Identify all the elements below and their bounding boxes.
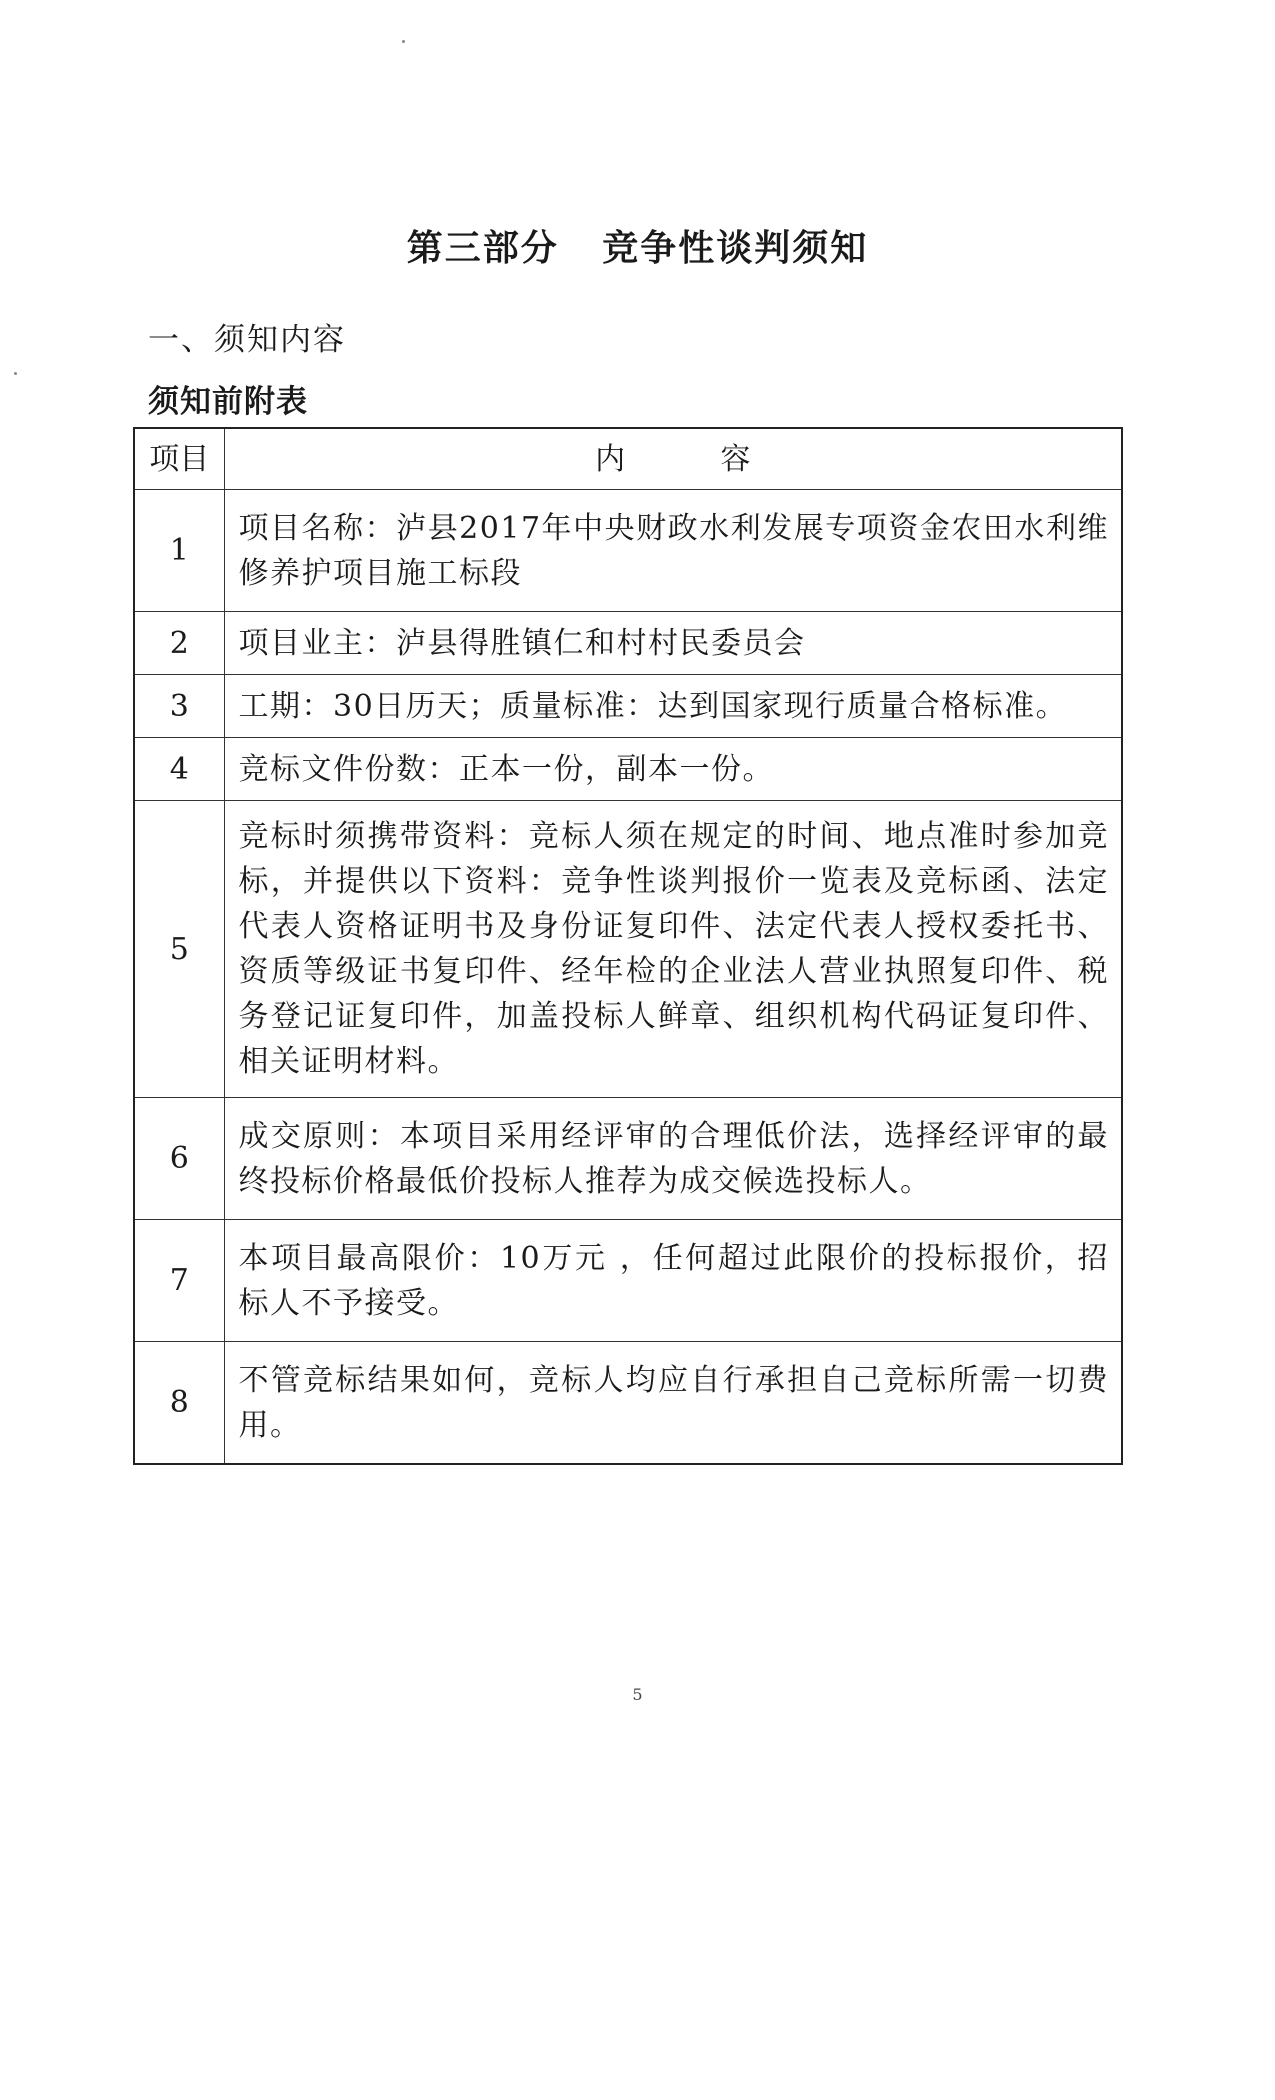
row-number: 5 (134, 801, 224, 1098)
header-item-number: 项目 (134, 428, 224, 490)
table-row (134, 1220, 1122, 1342)
table-row (134, 738, 1122, 801)
scan-speck (402, 40, 405, 43)
row-number: 2 (134, 612, 224, 675)
table-row (134, 1098, 1122, 1220)
table-row (134, 801, 1122, 1098)
table-row (134, 1342, 1122, 1465)
table-row (134, 612, 1122, 675)
row-number: 7 (134, 1220, 224, 1342)
row-content: 竞标时须携带资料：竞标人须在规定的时间、地点准时参加竞标，并提供以下资料：竞争性谈判报价一览表及竞标函、法定代表人资格证明书及身份证复印件、法定代表人授权委托书、资质等级证书复印件、经年检的企业法人营业执照复印件、税务登记证复印件，加盖投标人鲜章、组织机构代码证复印件、相关证明材料。 (224, 801, 1122, 1098)
row-content: 项目业主：泸县得胜镇仁和村村民委员会 (224, 612, 1122, 675)
table-caption: 须知前附表 (148, 384, 308, 420)
scan-speck (14, 372, 17, 375)
row-content: 工期：30日历天；质量标准：达到国家现行质量合格标准。 (224, 675, 1122, 738)
row-content: 竞标文件份数：正本一份，副本一份。 (224, 738, 1122, 801)
row-content: 成交原则：本项目采用经评审的合理低价法，选择经评审的最终投标价格最低价投标人推荐为成交候选投标人。 (224, 1098, 1122, 1220)
notice-table (133, 427, 1123, 1465)
row-content: 本项目最高限价：10万元 ，任何超过此限价的投标报价，招标人不予接受。 (224, 1220, 1122, 1342)
page-title: 第三部分 竞争性谈判须知 (406, 228, 869, 269)
header-content: 内 容 (224, 428, 1122, 490)
row-number: 8 (134, 1342, 224, 1465)
table-row (134, 490, 1122, 612)
row-content: 项目名称：泸县2017年中央财政水利发展专项资金农田水利维修养护项目施工标段 (224, 490, 1122, 612)
table-row (134, 675, 1122, 738)
section-heading: 一、须知内容 (148, 322, 346, 358)
row-content: 不管竞标结果如何，竞标人均应自行承担自己竞标所需一切费用。 (224, 1342, 1122, 1465)
page-number: 5 (632, 1685, 643, 1704)
row-number: 4 (134, 738, 224, 801)
row-number: 1 (134, 490, 224, 612)
table-header-row (134, 428, 1122, 490)
row-number: 3 (134, 675, 224, 738)
row-number: 6 (134, 1098, 224, 1220)
